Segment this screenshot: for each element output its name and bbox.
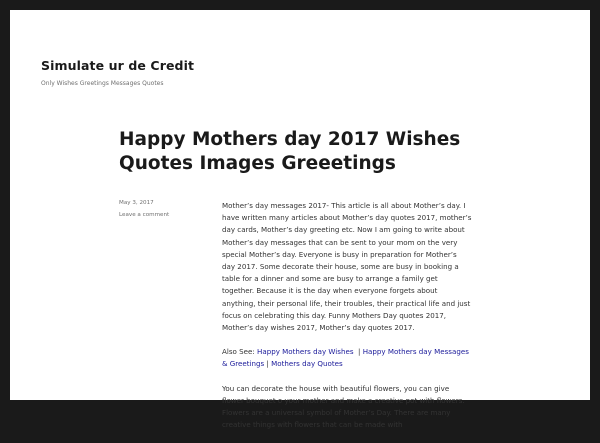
link-separator: | [266, 359, 269, 369]
site-header [41, 58, 194, 87]
post-date-link[interactable]: May 3, 2017 [119, 200, 154, 206]
leave-comment-link[interactable]: Leave a comment [119, 212, 170, 218]
link-separator: | [358, 347, 361, 357]
post-paragraph-2: You can decorate the house with beautiful flowers, you can give flower bouquet o your mother and make a creative pot with flowers. Flowers are a universal symbol of Mother’s Day. There are many creative things with flowers that can be made with [222, 383, 465, 430]
post-title[interactable]: Happy Mothers day 2017 Wishes Quotes Images Greeetings [119, 129, 461, 174]
link-mothers-day-quotes[interactable]: Mothers day Quotes [271, 359, 343, 369]
site-title-link[interactable]: Simulate ur de Credit [41, 58, 195, 73]
link-mothers-day-wishes[interactable]: Happy Mothers day Wishes [257, 347, 354, 357]
site-description: Only Wishes Greetings Messages Quotes [41, 80, 164, 87]
post-meta [119, 200, 169, 218]
post-content [222, 200, 472, 443]
page [10, 10, 590, 430]
also-see-label: Also See: [222, 347, 255, 357]
link-mothers-day-messages[interactable]: Happy Mothers day Messages & Greetings [222, 347, 469, 369]
post-paragraph-1: Mother’s day messages 2017- This article is all about Mother’s day. I have written many articles about Mother’s day quotes 2017, mother’s day cards, Mother’s day greeting etc. Now I am going to write about Mother’s day messages that can be sent to your mom on the very special Mother’s day. Everyone is busy in preparation for Mother’s day 2017. Some decorate their house, some are busy in booking a table for a dinner and some are busy to arrange a family get together. Because it is the day when everyone forgets about anything, their personal life, their troubles, their practical life and just focus on celebrating this day. Funny Mothers Day quotes 2017, Mother’s day wishes 2017, Mother’s day quotes 2017. [222, 201, 472, 333]
also-see-paragraph [222, 346, 472, 370]
